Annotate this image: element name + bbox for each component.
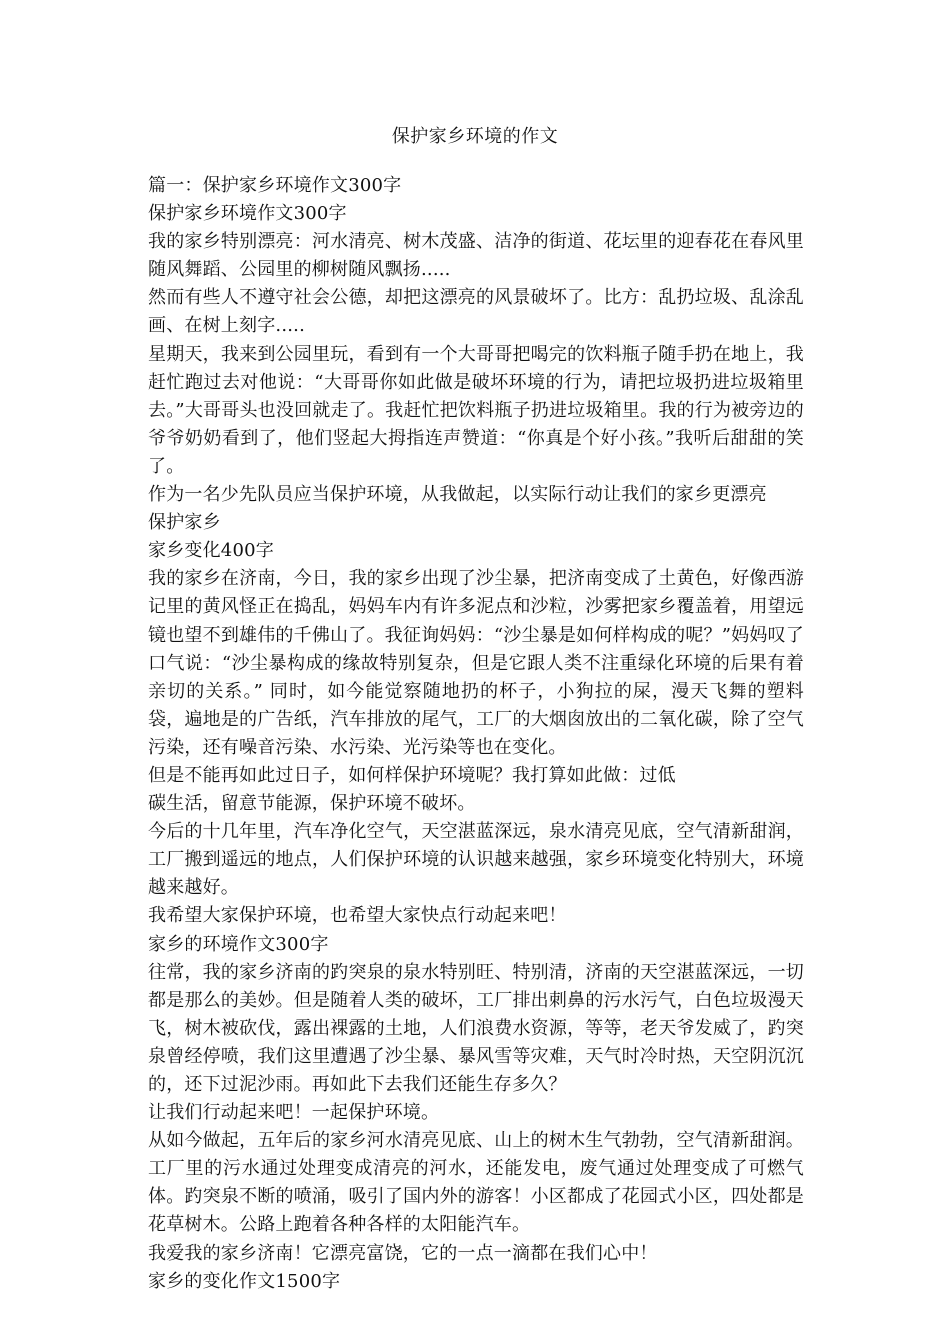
paragraph: 我的家乡特别漂亮：河水清亮、树木茂盛、洁净的街道、花坛里的迎春花在春风里随风舞蹈、公园里的柳树随风飘扬..... [148, 231, 804, 281]
paragraph: 碳生活，留意节能源，保护环境不破坏。 [148, 793, 476, 815]
paragraph: 作为一名少先队员应当保护环境，从我做起，以实际行动让我们的家乡更漂亮 [148, 484, 767, 506]
paragraph: 星期天，我来到公园里玩，看到有一个大哥哥把喝完的饮料瓶子随手扔在地上，我赶忙跑过去对他说：“大哥哥你如此做是破坏环境的行为，请把垃圾扔进垃圾箱里去。”大哥哥头也没回就走了。我赶忙把饮料瓶子扔进垃圾箱里。我的行为被旁边的爷爷奶奶看到了，他们竖起大拇指连声赞道：“你真是个好小孩。”我听后甜甜的笑了。 [148, 343, 804, 477]
paragraph: 往常，我的家乡济南的趵突泉的泉水特别旺、特别清，济南的天空湛蓝深远，一切都是那么的美妙。但是随着人类的破坏，工厂排出刺鼻的污水污气，白色垃圾漫天飞，树木被砍伐，露出裸露的土地，人们浪费水资源，等等，老天爷发威了，趵突泉曾经停喷，我们这里遭遇了沙尘暴、暴风雪等灾难，天气时冷时热，天空阴沉沉的，还下过泥沙雨。再如此下去我们还能生存多久？ [148, 961, 804, 1095]
paragraph: 今后的十几年里，汽车净化空气，天空湛蓝深远，泉水清亮见底，空气清新甜润，工厂搬到遥远的地点，人们保护环境的认识越来越强，家乡环境变化特别大，环境越来越好。 [148, 821, 804, 899]
section-heading: 篇一：保护家乡环境作文300字 [148, 175, 402, 196]
paragraph: 让我们行动起来吧！一起保护环境。 [148, 1102, 440, 1124]
paragraph: 我的家乡在济南，今日，我的家乡出现了沙尘暴，把济南变成了土黄色，好像西游记里的黄风怪正在捣乱，妈妈车内有许多泥点和沙粒，沙雾把家乡覆盖着，用望远镜也望不到雄伟的千佛山了。我征询妈妈：“沙尘暴是如何样构成的呢？”妈妈叹了口气说：“沙尘暴构成的缘故特别复杂，但是它跟人类不注重绿化环境的后果有着亲切的关系。” 同时，如今能觉察随地扔的杯子，小狗拉的屎，漫天飞舞的塑料袋，遍地是的广告纸，汽车排放的尾气，工厂的大烟囱放出的二氧化碳，除了空气污染，还有噪音污染、水污染、光污染等也在变化。 [148, 568, 804, 758]
essay-title: 家乡的环境作文300字 [148, 933, 329, 955]
paragraph: 从如今做起，五年后的家乡河水清亮见底、山上的树木生气勃勃，空气清新甜润。工厂里的污水通过处理变成清亮的河水，还能发电，废气通过处理变成了可燃气体。趵突泉不断的喷涌，吸引了国内外的游客！小区都成了花园式小区，四处都是花草树木。公路上跑着各种各样的太阳能汽车。 [148, 1130, 804, 1236]
essay-title: 家乡变化400字 [148, 540, 274, 562]
document-title: 保护家乡环境的作文 [391, 126, 559, 147]
paragraph: 我爱我的家乡济南！它漂亮富饶，它的一点一滴都在我们心中！ [148, 1242, 658, 1264]
paragraph: 然而有些人不遵守社会公德，却把这漂亮的风景破坏了。比方：乱扔垃圾、乱涂乱画、在树上刻字..... [148, 287, 804, 337]
paragraph: 我希望大家保护环境，也希望大家快点行动起来吧！ [148, 905, 567, 927]
paragraph: 保护家乡 [148, 512, 221, 534]
essay-title: 保护家乡环境作文300字 [148, 203, 347, 225]
document-body [148, 172, 804, 1296]
paragraph: 但是不能再如此过日子，如何样保护环境呢？我打算如此做：过低 [148, 764, 676, 786]
essay-title: 家乡的变化作文1500字 [148, 1270, 341, 1292]
